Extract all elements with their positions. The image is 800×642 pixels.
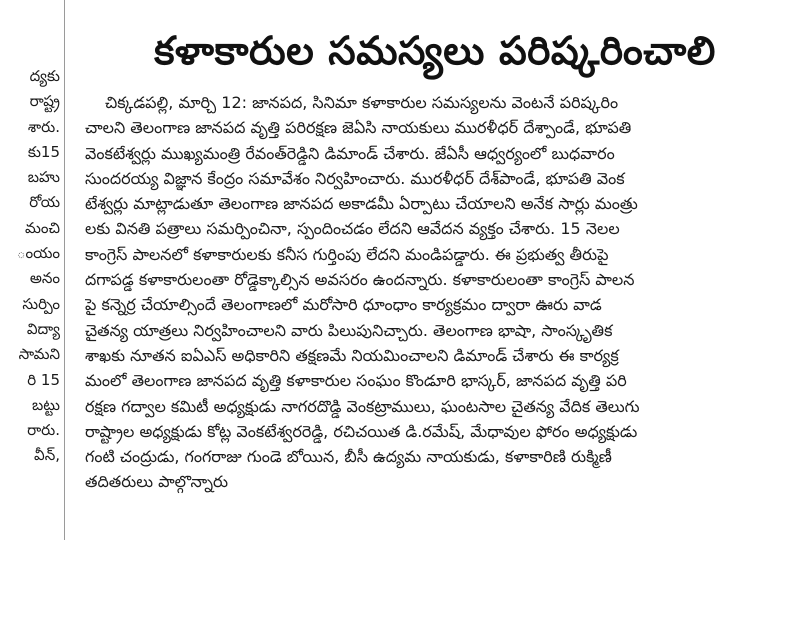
- article-line: వెంకటేశ్వర్లు ముఖ్యమంత్రి రేవంత్‌రెడ్డిని డిమాండ్ చేశారు. జేఏసీ ఆధ్వర్యంలో బుధవారం: [85, 143, 615, 163]
- left-column-line: సామని: [18, 345, 60, 364]
- article-line: కాంగ్రెస్ పాలనలో కళాకారులకు కనీస గుర్తింపు లేదని మండిపడ్డారు. ఈ ప్రభుత్వ తీరుపై: [85, 244, 609, 264]
- left-column-line: విద్యా: [26, 319, 60, 338]
- article-line: చాలని తెలంగాణ జానపద వృత్తి పరిరక్షణ జెఏసి నాయకులు మురళీధర్ దేశ్పాండే, భూపతి: [85, 118, 632, 138]
- article-line: తదితరులు పాల్గొన్నారు: [85, 472, 229, 492]
- clipped-previous-text: [95, 0, 775, 8]
- article-line: లకు వినతి పత్రాలు సమర్పించినా, స్పందించడం లేదని ఆవేదన వ్యక్తం చేశారు. 15 నెలల: [85, 219, 620, 239]
- left-column-line: అనం: [29, 269, 60, 288]
- left-column-line: రాష్ట్ర: [29, 92, 60, 111]
- article-headline: కళాకారుల సమస్యలు పరిష్కరించాలి: [154, 29, 716, 74]
- left-column-line: శారు.: [27, 117, 60, 136]
- article-body: [85, 90, 785, 495]
- article-line: సుందరయ్య విజ్ఞాన కేంద్రం సమావేశం నిర్వహించారు. మురళీధర్ దేశ్‌పాండే, భూపతి వెంక: [85, 168, 625, 188]
- article-line: శాఖకు నూతన ఐఏఎస్ అధికారిని తక్షణమే నియమించాలని డిమాండ్ చేశారు ఈ కార్యక్ర: [85, 345, 619, 365]
- left-column-line: వీన్,: [34, 446, 60, 465]
- left-column-line: కు15: [27, 142, 60, 161]
- left-column-line: రారు.: [27, 421, 60, 440]
- article-line: రాష్ట్రాల అధ్యక్షుడు కోట్ల వెంకటేశ్వరరెడ్డి, రచిచయిత డి.రమేష్, మేధావుల ఫోరం అధ్యక్షుడు: [85, 421, 638, 441]
- article-line: టేశ్వర్లు మాట్లాడుతూ తెలంగాణ జానపద అకాడమీ ఏర్పాటు చేయాలని అనేక సార్లు మంత్రు: [85, 194, 638, 214]
- left-column-line: బట్టు: [31, 395, 60, 414]
- article-line: మంలో తెలంగాణ జానపద వృత్తి కళాకారుల సంఘం కొండూరి భాస్కర్, జానపద వృత్తి పరి: [85, 371, 627, 391]
- article-line: పై కన్నెర్ర చేయాల్సిందే తెలంగాణలో మరోసారి ధూంధాం కార్యక్రమం ద్వారా ఊరు వాడ: [85, 295, 602, 315]
- column-divider: [64, 0, 65, 540]
- left-column-line: ద్యకు: [29, 67, 60, 85]
- left-column-line: సుర్పిం: [22, 294, 60, 313]
- left-column-line: రోయ: [29, 193, 60, 212]
- article-line: దగాపడ్డ కళాకారులంతా రోడ్డెక్కాల్సిన అవసరం ఉందన్నారు. కళాకారులంతా కాంగ్రెస్ పాలన: [85, 270, 635, 290]
- left-column-line: ంయం: [16, 244, 60, 263]
- left-column-line: బహు: [27, 168, 60, 187]
- article-line: చిక్కడపల్లి, మార్చి 12: జానపద, సినిమా కళాకారుల సమస్యలను వెంటనే పరిష్కరిం: [105, 93, 619, 112]
- left-column-line: మంచి: [25, 218, 60, 237]
- article-line: గంటి చంద్రుడు, గంగరాజు గుండె బోయిన, బీసీ ఉద్యమ నాయకుడు, కళాకారిణి రుక్మిణీ: [85, 447, 612, 467]
- left-column-fragment: [0, 64, 60, 469]
- article-line: రక్షణ గద్వాల కమిటీ అధ్యక్షుడు నాగరదొడ్డి వెంకట్రాములు, ఘంటసాల చైతన్య వేదిక తెలుగు: [85, 396, 640, 416]
- left-column-line: రి 15: [27, 370, 60, 389]
- article-line: చైతన్య యాత్రలు నిర్వహించాలని వారు పిలుపునిచ్చారు. తెలంగాణ భాషా, సాంస్కృతిక: [85, 320, 613, 340]
